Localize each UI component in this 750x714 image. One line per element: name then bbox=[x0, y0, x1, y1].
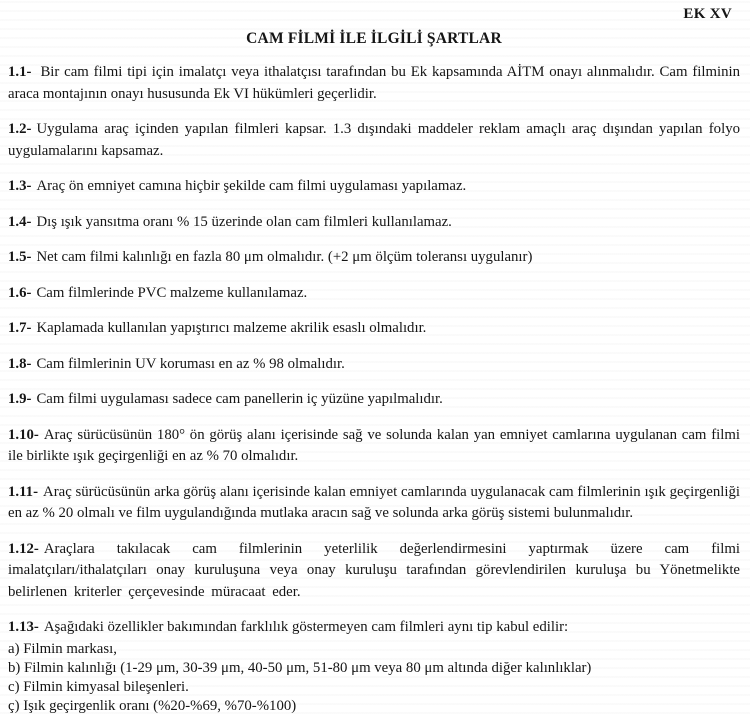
clause-text: Araç ön emniyet camına hiçbir şekilde cam filmi uygulaması yapılamaz. bbox=[36, 178, 467, 194]
annex-label: EK XV bbox=[683, 6, 732, 22]
clause-1-11 bbox=[8, 482, 740, 525]
clause-1-1 bbox=[8, 62, 740, 105]
clause-text: Net cam filmi kalınlığı en fazla 80 μm olmalıdır. (+2 μm ölçüm toleransı uygulanır) bbox=[36, 249, 533, 265]
clause-number: 1.9- bbox=[8, 391, 32, 407]
clause-1-2 bbox=[8, 119, 740, 162]
clause-text: Cam filmlerinde PVC malzeme kullanılamaz. bbox=[36, 284, 308, 301]
clause-number: 1.1- bbox=[8, 64, 32, 80]
criteria-item-b: b) Filmin kalınlığı (1-29 μm, 30-39 μm, 40-50 μm, 51-80 μm veya 80 μm altında diğer kalınlıklar) bbox=[8, 659, 592, 676]
clause-text: Uygulama araç içinden yapılan filmleri kapsar. 1.3 dışındaki maddeler reklam amaçlı araç dışından yapılan folyo uygulamalarını kapsamaz. bbox=[8, 121, 740, 159]
clause-number: 1.4- bbox=[8, 213, 32, 230]
clause-number: 1.8- bbox=[8, 355, 32, 372]
clause-1-9 bbox=[8, 389, 740, 411]
type-criteria-list bbox=[8, 640, 740, 714]
clause-1-12 bbox=[8, 539, 740, 604]
clause-number: 1.10- bbox=[8, 426, 39, 443]
clause-text: Kaplamada kullanılan yapıştırıcı malzeme akrilik esaslı olmalıdır. bbox=[36, 320, 427, 336]
clause-number: 1.7- bbox=[8, 320, 32, 336]
clause-number: 1.11- bbox=[8, 483, 39, 500]
clause-1-7 bbox=[8, 318, 740, 340]
clause-1-6 bbox=[8, 283, 740, 305]
clause-1-4 bbox=[8, 212, 740, 234]
criteria-item-a: a) Filmin markası, bbox=[8, 640, 117, 657]
clause-text: Araç sürücüsünün arka görüş alanı içerisinde kalan emniyet camlarında uygulanacak cam filmlerinin ışık geçirgenliği en az % 20 olmalı ve film uygulandığında mutlaka aracın sağ ve solunda arka görüş sistemi bulunmalıdır. bbox=[8, 483, 740, 521]
clause-number: 1.3- bbox=[8, 178, 32, 194]
document-title: CAM FİLMİ İLE İLGİLİ ŞARTLAR bbox=[246, 30, 502, 47]
criteria-item-cc: ç) Işık geçirgenlik oranı (%20-%69, %70-%100) bbox=[8, 697, 297, 714]
clause-text: Araçlara takılacak cam filmlerinin yeterlilik değerlendirmesini yaptırmak üzere cam filmi imalatçıları/ithalatçıları onay kuruluşuna veya onay kuruluşu tarafından görevlendirilen kuruluşa bu Yönetmelikte belirlenen kriterler çerçevesinde müracaat eder. bbox=[8, 540, 740, 600]
clause-1-13 bbox=[8, 617, 740, 639]
clause-1-8 bbox=[8, 354, 740, 376]
clause-1-5 bbox=[8, 247, 740, 269]
clause-text: Araç sürücüsünün 180° ön görüş alanı içerisinde sağ ve solunda kalan yan emniyet camlarına uygulanan cam filmi ile birlikte ışık geçirgenliği en az % 70 olmalıdır. bbox=[8, 426, 740, 464]
clause-number: 1.5- bbox=[8, 249, 32, 265]
clause-number: 1.12- bbox=[8, 540, 39, 557]
clause-number: 1.13- bbox=[8, 619, 39, 635]
clause-text: Bir cam filmi tipi için imalatçı veya ithalatçısı tarafından bu Ek kapsamında AİTM onayı alınmalıdır. Cam filminin araca montajının onayı hususunda Ek VI hükümleri geçerlidir. bbox=[8, 64, 740, 102]
clause-number: 1.6- bbox=[8, 284, 32, 301]
clause-1-10 bbox=[8, 425, 740, 468]
criteria-item-c: c) Filmin kimyasal bileşenleri. bbox=[8, 678, 189, 695]
clause-text: Cam filmlerinin UV koruması en az % 98 olmalıdır. bbox=[36, 355, 345, 372]
clause-number: 1.2- bbox=[8, 121, 32, 137]
clause-text: Aşağıdaki özellikler bakımından farklılık göstermeyen cam filmleri aynı tip kabul edilir: bbox=[43, 619, 569, 635]
clause-1-3 bbox=[8, 176, 740, 198]
clause-text: Dış ışık yansıtma oranı % 15 üzerinde olan cam filmleri kullanılamaz. bbox=[36, 213, 452, 230]
clause-text: Cam filmi uygulaması sadece cam panellerin iç yüzüne yapılmalıdır. bbox=[36, 391, 443, 407]
